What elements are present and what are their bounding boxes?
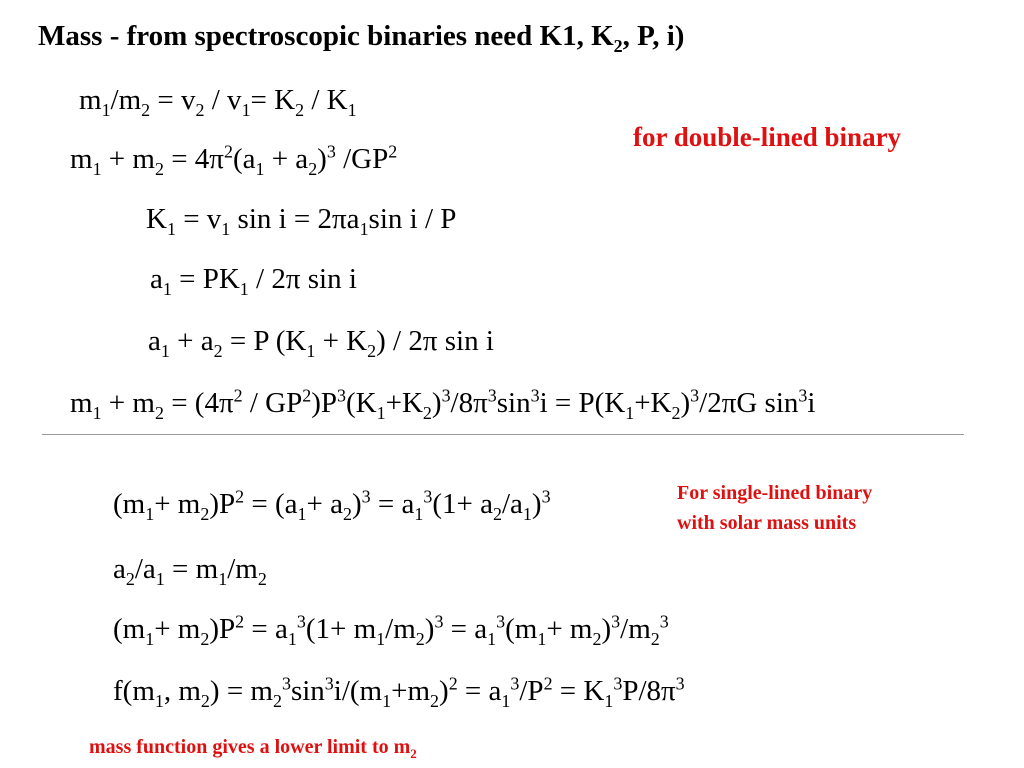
equation-mass-function: $f(m_1$, $m_2) = m_2^3\sin^3i/(m_1+m_2)^2 = a_1^3/P^2 = K_1^3P/8\pi^3$ — [113, 673, 685, 711]
equation-a1-plus-a2: $a_1 + a_2 = P$ $(K_1 + K_2) / 2\pi$ sin i — [148, 325, 494, 361]
note-single-line-2: with solar mass units — [677, 512, 857, 534]
equation-substituted: $(m_1+ m_2)P^2 = a_1^3(1+ m_1/m_2)^3 = a_1^3(m_1+ m_2)^3/m_2^3$ — [113, 611, 669, 649]
equation-k1-velocity: $K_1 = v_1$ $\sin i = 2\pi a_1\sin$ i / P — [146, 203, 457, 239]
note-single-lined-binary — [677, 478, 872, 538]
slide-title: Mass - from spectroscopic binaries need K1, $K_2$, P, i) — [38, 20, 685, 56]
note-mass-function-lower-limit: mass function gives a lower limit to $m_2$ — [89, 736, 417, 761]
equation-kepler-third-law: $m_1 + m_2 = 4\pi^2(a_1 + a_2)^3$ $/GP^2$ — [70, 141, 398, 179]
equation-total-mass: $m_1 + m_2 = (4\pi^2 / GP^2)P^3(K_1+K_2)^3/8\pi^3\sin^3i = P(K_1+K_2)^3/2\pi G$ $\sin^3i$ — [70, 385, 816, 423]
equation-a1: $a_1 = PK_1 / 2\pi$ sin i — [150, 263, 357, 299]
equation-mass-ratio: $m_1/m_2 = v_2 / v_1= K_2 / K_1$ — [79, 84, 357, 120]
equation-single-lined-kepler: $(m_1+ m_2)P^2 = (a_1+ a_2)^3 = a_1^3(1+ a_2/a_1)^3$ — [113, 486, 551, 524]
note-single-line-1: For single-lined binary — [677, 482, 873, 504]
section-divider — [42, 434, 964, 435]
note-double-lined-binary: for double-lined binary — [633, 122, 902, 152]
equation-axis-ratio: $a_2/a_1 = m_1/m_2$ — [113, 553, 267, 589]
